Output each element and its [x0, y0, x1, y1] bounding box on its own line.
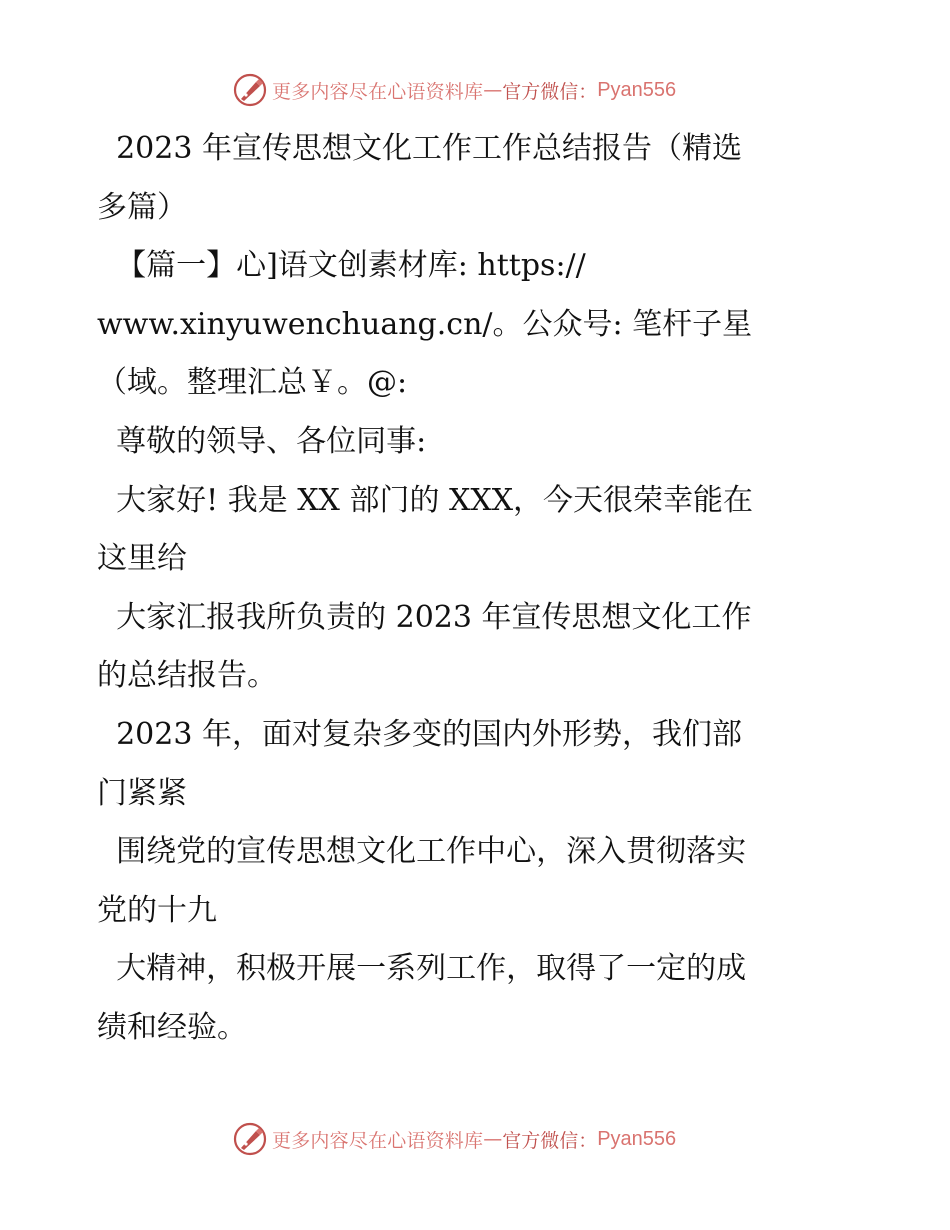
- text-line: 大家好! 我是 XX 部门的 XXX，今天很荣幸能在: [97, 482, 754, 518]
- text-line: 大家汇报我所负责的 2023 年宣传思想文化工作: [97, 599, 752, 635]
- text-line: 党的十九: [97, 892, 217, 928]
- banner-wechat-id: Pyan556: [597, 78, 677, 101]
- banner-wechat-label: 官方微信：: [502, 1129, 598, 1152]
- banner-separator: —: [483, 1128, 503, 1150]
- text-line: 尊敬的领导、各位同事:: [97, 423, 427, 459]
- banner-slogan: 更多内容尽在心语资料库: [272, 1129, 484, 1152]
- text-line: 多篇）: [97, 189, 187, 225]
- banner-separator: —: [483, 79, 503, 101]
- document-body: [97, 120, 857, 1058]
- banner-slogan: 更多内容尽在心语资料库: [272, 80, 484, 103]
- text-line: 【篇一】心]语文创素材库: https://: [97, 248, 586, 284]
- text-line: （域。整理汇总￥。@:: [97, 365, 408, 401]
- text-line: 这里给: [97, 541, 187, 577]
- banner-wechat-label: 官方微信：: [502, 80, 598, 103]
- text-line: 2023 年，面对复杂多变的国内外形势，我们部: [97, 716, 742, 752]
- text-line: www.xinyuwenchuang.cn/。公众号: 笔杆子星: [97, 306, 753, 342]
- footer-banner: [232, 1119, 676, 1159]
- text-line: 大精神，积极开展一系列工作，取得了一定的成: [97, 951, 747, 987]
- text-line: 绩和经验。: [97, 1009, 247, 1045]
- text-line: 2023 年宣传思想文化工作工作总结报告（精选: [97, 131, 742, 166]
- pen-nib-logo-icon: [232, 1121, 268, 1157]
- banner-wechat-id: Pyan556: [597, 1127, 677, 1150]
- text-line: 围绕党的宣传思想文化工作中心，深入贯彻落实: [97, 834, 747, 870]
- text-line: 的总结报告。: [97, 658, 277, 694]
- pen-nib-logo-icon: [232, 72, 268, 108]
- text-line: 门紧紧: [97, 775, 187, 811]
- header-banner: [232, 70, 676, 110]
